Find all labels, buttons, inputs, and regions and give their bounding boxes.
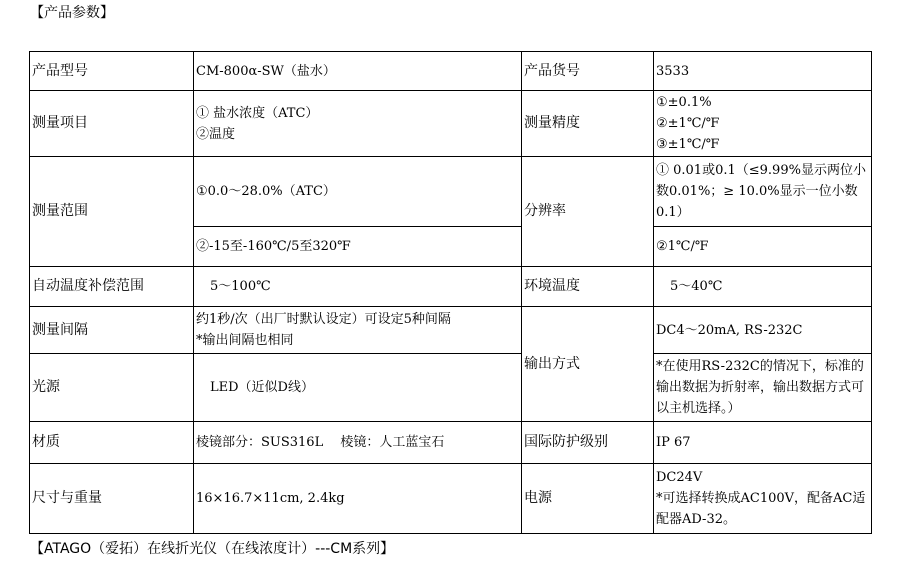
label-measure-items: 测量项目	[30, 91, 194, 157]
value-ambient-temp: 5～40℃	[654, 267, 872, 307]
value-size-weight: 16×16.7×11cm, 2.4kg	[194, 464, 522, 534]
interval-line: 约1秒/次（出厂时默认设定）可设定5种间隔	[196, 312, 451, 327]
value-material: 棱镜部分：SUS316L 棱镜：人工蓝宝石	[194, 422, 522, 464]
label-output: 输出方式	[522, 307, 654, 422]
label-material: 材质	[30, 422, 194, 464]
value-resolution-temp: ②1℃/℉	[654, 227, 872, 267]
value-light-source: LED（近似D线）	[194, 354, 522, 422]
series-caption: 【ATAGO（爱拓）在线折光仪（在线浓度计）---CM系列】	[30, 541, 395, 557]
value-temp-comp: 5～100℃	[194, 267, 522, 307]
label-model: 产品型号	[30, 52, 194, 91]
value-ip-rating: IP 67	[654, 422, 872, 464]
interval-line: *输出间隔也相同	[196, 333, 294, 348]
label-interval: 测量间隔	[30, 307, 194, 354]
value-item-no: 3533	[654, 52, 872, 91]
value-accuracy	[654, 91, 872, 157]
label-range: 测量范围	[30, 157, 194, 267]
value-power	[654, 464, 872, 534]
value-range-conc: ①0.0～28.0%（ATC）	[194, 157, 522, 227]
label-item-no: 产品货号	[522, 52, 654, 91]
accuracy-line: ②±1℃/℉	[656, 116, 720, 131]
value-model: CM-800α-SW（盐水）	[194, 52, 522, 91]
section-heading: 【产品参数】	[30, 5, 114, 21]
measure-item-line: ① 盐水浓度（ATC）	[196, 105, 319, 121]
label-light-source: 光源	[30, 354, 194, 422]
value-measure-items	[194, 91, 522, 157]
spec-table	[29, 51, 872, 534]
accuracy-line: ③±1℃/℉	[656, 137, 720, 152]
value-output-note: *在使用RS-232C的情况下，标准的输出数据为折射率，输出数据方式可以主机选择。）	[654, 354, 872, 422]
label-resolution: 分辨率	[522, 157, 654, 267]
label-ambient-temp: 环境温度	[522, 267, 654, 307]
value-resolution-conc: ① 0.01或0.1（≤9.99%显示两位小数0.01%；≥ 10.0%显示一位小数0.1）	[654, 157, 872, 227]
measure-item-line: ②温度	[196, 126, 236, 142]
label-ip-rating: 国际防护级别	[522, 422, 654, 464]
label-temp-comp: 自动温度补偿范围	[30, 267, 194, 307]
power-line: *可选择转换成AC100V，配备AC适配器AD-32。	[656, 491, 866, 527]
label-size-weight: 尺寸与重量	[30, 464, 194, 534]
label-power: 电源	[522, 464, 654, 534]
value-interval	[194, 307, 522, 354]
label-accuracy: 测量精度	[522, 91, 654, 157]
value-output-signal: DC4～20mA, RS-232C	[654, 307, 872, 354]
accuracy-line: ①±0.1%	[656, 95, 712, 110]
value-range-temp: ②-15至-160℃/5至320℉	[194, 227, 522, 267]
power-line: DC24V	[656, 470, 703, 485]
